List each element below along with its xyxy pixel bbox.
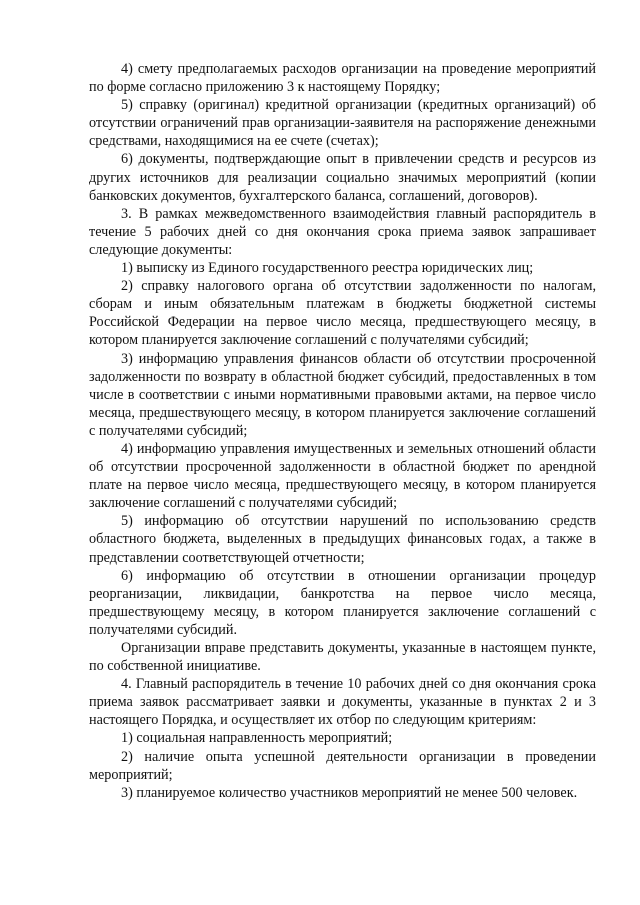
- paragraph-item-6-experience-documents: 6) документы, подтверждающие опыт в привлечении средств и ресурсов из других источников для реализации социально значимых мероприятий (копии банковских документов, бухгалтерского баланса, соглашений, договоров).: [89, 151, 596, 204]
- paragraph-item-4-budget-estimate: 4) смету предполагаемых расходов организации на проведение мероприятий по форме согласно приложению 3 к настоящему Порядку;: [89, 61, 596, 96]
- paragraph-item-2-tax-certificate: 2) справку налогового органа об отсутствии задолженности по налогам, сборам и иным обязательным платежам в бюджеты бюджетной системы Российской Федерации на первое число месяца, предшествующего месяцу, в котором планируется заключение соглашений с получателями субсидий;: [89, 278, 596, 349]
- paragraph-item-6-reorganization-information: 6) информацию об отсутствии в отношении организации процедур реорганизации, ликвидации, банкротства на первое число месяца, предшествующему месяцу, в котором планируется заключение соглашений с получателями субсидий.: [89, 567, 596, 638]
- paragraph-item-3-finance-information: 3) информацию управления финансов области об отсутствии просроченной задолженности по возврату в областной бюджет субсидий, предоставленных в том числе в соответствии с иными нормативными правовыми актами, на первое число месяца, предшествующего месяцу, в котором планируется заключение соглашений с получателями субсидий;: [89, 350, 596, 439]
- paragraph-criterion-1: 1) социальная направленность мероприятий;: [121, 730, 393, 747]
- paragraph-item-5-bank-certificate: 5) справку (оригинал) кредитной организации (кредитных организаций) об отсутствии ограничений прав организации-заявителя на распоряжение денежными средствами, находящимися на ее счете (счетах);: [89, 97, 596, 150]
- paragraph-criterion-2: 2) наличие опыта успешной деятельности организации в проведении мероприятий;: [89, 748, 596, 783]
- paragraph-section-3: 3. В рамках межведомственного взаимодействия главный распорядитель в течение 5 рабочих дней со дня окончания срока приема заявок запрашивает следующие документы:: [89, 205, 596, 258]
- paragraph-item-1-registry-extract: 1) выписку из Единого государственного реестра юридических лиц;: [121, 260, 534, 277]
- paragraph-section-4: 4. Главный распорядитель в течение 10 рабочих дней со дня окончания срока приема заявок рассматривает заявки и документы, указанные в пунктах 2 и 3 настоящего Порядка, и осуществляет их отбор по следующим критериям:: [89, 676, 596, 729]
- paragraph-item-5-violations-information: 5) информацию об отсутствии нарушений по использованию средств областного бюджета, выделенных в предыдущих финансовых годах, а также в представлении соответствующей отчетности;: [89, 513, 596, 566]
- paragraph-own-initiative: Организации вправе представить документы, указанные в настоящем пункте, по собственной инициативе.: [89, 640, 596, 675]
- paragraph-item-4-property-information: 4) информацию управления имущественных и земельных отношений области об отсутствии просроченной задолженности в областной бюджет по арендной плате на первое число месяца, предшествующего месяцу, в котором планируется заключение соглашений с получателями субсидий;: [89, 440, 596, 512]
- paragraph-criterion-3: 3) планируемое количество участников мероприятий не менее 500 человек.: [121, 784, 578, 801]
